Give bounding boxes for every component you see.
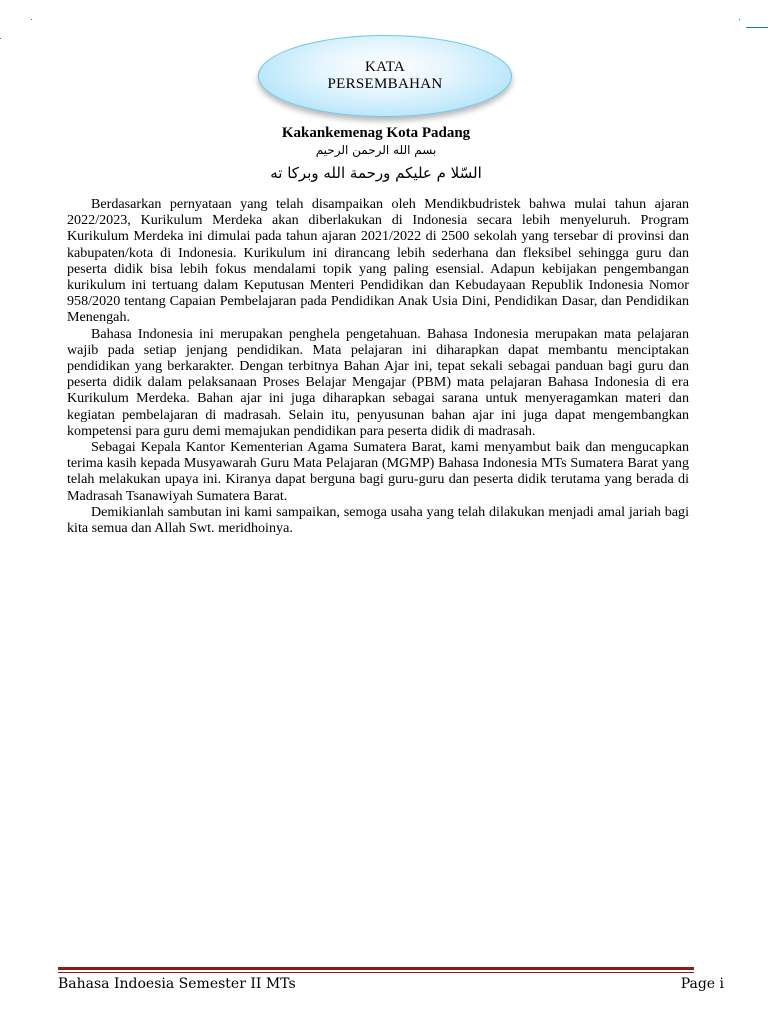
basmala-text: بسم الله الرحمن الرحيم [315, 143, 437, 157]
corner-dot [0, 38, 1, 39]
footer-title: Bahasa Indoesia Semester II MTs [58, 976, 296, 992]
page-number: Page i [680, 976, 724, 992]
corner-mark [746, 27, 768, 28]
salam-greeting: السّلا م عليكم ورحمة الله وبركا ته [270, 164, 482, 182]
corner-dot [739, 19, 740, 20]
paragraph: Sebagai Kepala Kantor Kementerian Agama Sumatera Barat, kami menyambut baik dan mengucapkan terima kasih kepada Musyawarah Guru Mata Pelajaran (MGMP) Bahasa Indonesia MTs Sumatera Barat yang telah melakukan upaya ini. Kiranya dapat berguna bagi guru-guru dan peserta didik terutama yang berada di Madrasah Tsanawiyah Sumatera Barat. [67, 439, 689, 504]
footer-rule-thin [58, 972, 694, 973]
paragraph: Berdasarkan pernyataan yang telah disampaikan oleh Mendikbudristek bahwa mulai tahun ajaran 2022/2023, Kurikulum Merdeka akan diberlakukan di Indonesia secara lebih menyeluruh. Program Kurikulum Merdeka ini dimulai pada tahun ajaran 2021/2022 di 2500 sekolah yang tersebar di provinsi dan kabupaten/kota di Indonesia. Kurikulum ini dirancang lebih sederhana dan fleksibel sehingga guru dan peserta didik bisa lebih fokus mendalami topik yang paling esensial. Adapun kebijakan pengembangan kurikulum ini tertuang dalam Keputusan Menteri Pendidikan dan Kebudayaan Republik Indonesia Nomor 958/2020 tentang Capaian Pembelajaran pada Pendidikan Anak Usia Dini, Pendidikan Dasar, dan Pendidikan Menengah. [67, 196, 689, 326]
paragraph: Bahasa Indonesia ini merupakan penghela pengetahuan. Bahasa Indonesia merupakan mata pelajaran wajib pada setiap jenjang pendidikan. Mata pelajaran ini diharapkan dapat membantu menciptakan pendidikan yang berkarakter. Dengan terbitnya Bahan Ajar ini, tepat sekali sebagai panduan bagi guru dan peserta didik dalam pelaksanaan Proses Belajar Mengajar (PBM) mata pelajaran Bahasa Indonesia di era Kurikulum Merdeka. Bahan ajar ini juga diharapkan sebagai sarana untuk menyeragamkan materi dan kegiatan pembelajaran di madrasah. Selain itu, penyusunan bahan ajar ini juga dapat mengembangkan kompetensi para guru demi memajukan pendidikan para peserta didik di madrasah. [67, 325, 689, 439]
paragraph: Demikianlah sambutan ini kami sampaikan, semoga usaha yang telah dilakukan menjadi amal jariah bagi kita semua dan Allah Swt. meridhoinya. [67, 503, 689, 537]
title-line-1: KATA [365, 59, 405, 75]
footer-rule-thick [58, 967, 694, 970]
body-text [67, 196, 689, 536]
title-line-2: PERSEMBAHAN [327, 76, 443, 92]
title-ellipse [258, 35, 512, 117]
corner-dot [31, 19, 32, 20]
page-heading: Kakankemenag Kota Padang [281, 125, 471, 141]
